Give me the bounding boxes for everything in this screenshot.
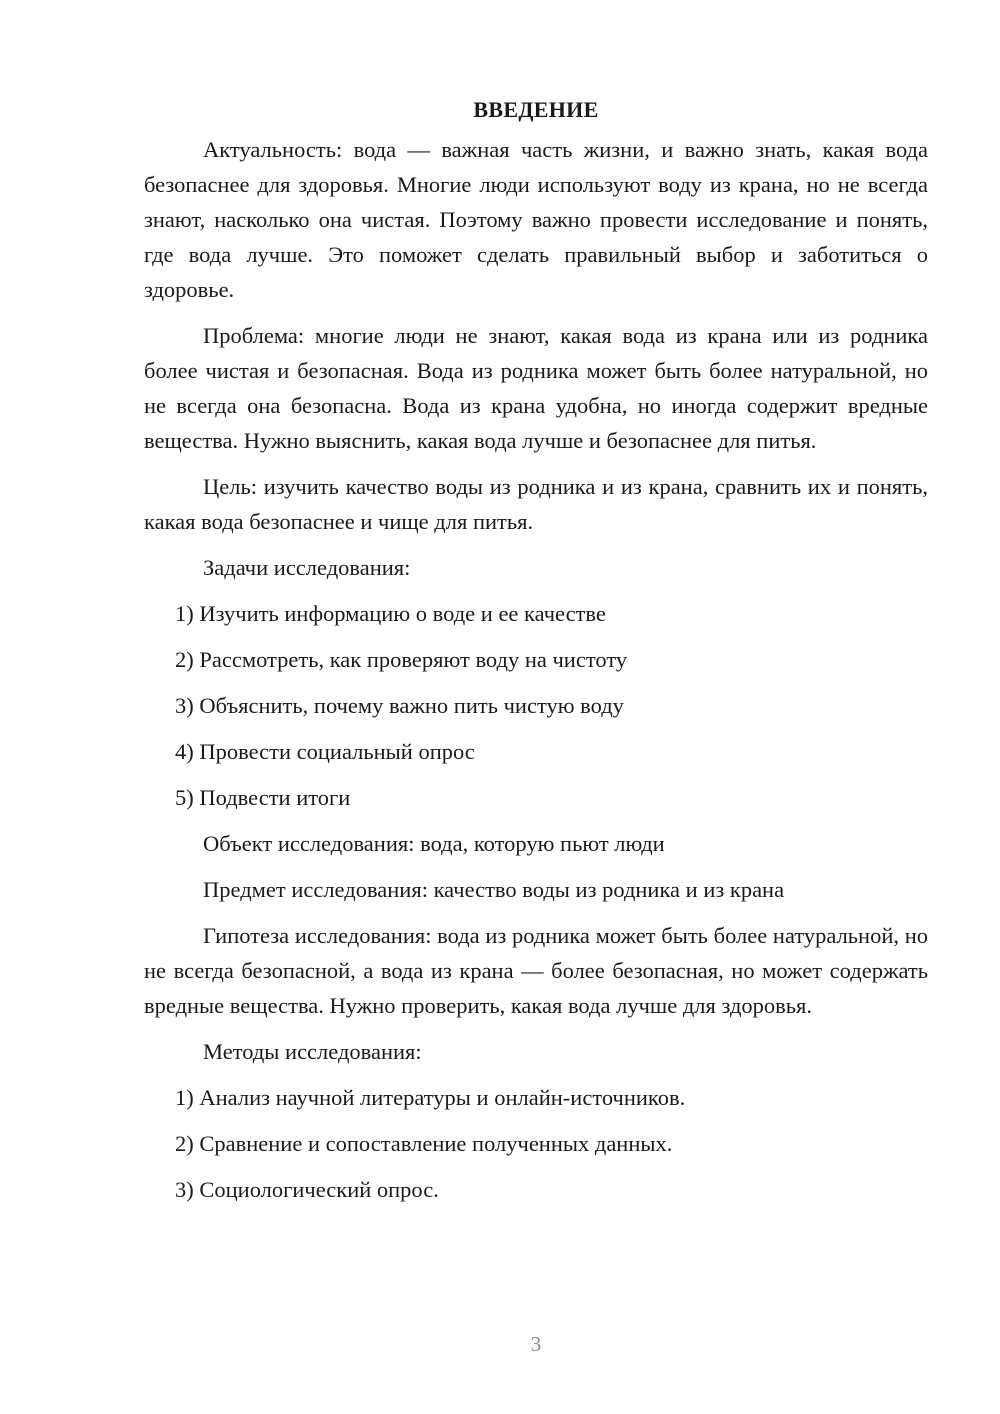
relevance-paragraph: Актуальность: вода — важная часть жизни, и важно знать, какая вода безопаснее для здоровья. Многие люди используют воду из крана, но не всегда знают, насколько она чистая. Поэтому важно провести исследование и понять, где вода лучше. Это поможет сделать правильный выбор и заботиться о здоровье.	[144, 137, 928, 302]
list-item: 1) Анализ научной литературы и онлайн-источников.	[175, 1085, 686, 1110]
list-item: 3) Социологический опрос.	[175, 1177, 439, 1202]
methods-title: Методы исследования:	[203, 1039, 422, 1064]
list-item: 3) Объяснить, почему важно пить чистую воду	[175, 693, 624, 718]
list-item: 2) Сравнение и сопоставление полученных данных.	[175, 1131, 673, 1156]
page-content	[144, 95, 928, 1218]
list-item: 4) Провести социальный опрос	[175, 739, 475, 764]
tasks-list	[144, 596, 928, 815]
section-heading: ВВЕДЕНИЕ	[473, 97, 599, 122]
hypothesis-paragraph: Гипотеза исследования: вода из родника может быть более натуральной, но не всегда безопасной, а вода из крана — более безопасная, но может содержать вредные вещества. Нужно проверить, какая вода лучше для здоровья.	[144, 923, 928, 1018]
goal-paragraph: Цель: изучить качество воды из родника и из крана, сравнить их и понять, какая вода безопаснее и чище для питья.	[144, 474, 928, 534]
problem-paragraph: Проблема: многие люди не знают, какая вода из крана или из родника более чистая и безопасная. Вода из родника может быть более натуральной, но не всегда она безопасна. Вода из крана удобна, но иногда содержит вредные вещества. Нужно выяснить, какая вода лучше и безопаснее для питья.	[144, 323, 928, 453]
list-item: 5) Подвести итоги	[175, 785, 351, 810]
methods-list	[144, 1080, 928, 1207]
object-line: Объект исследования: вода, которую пьют люди	[203, 831, 665, 856]
list-item: 2) Рассмотреть, как проверяют воду на чистоту	[175, 647, 628, 672]
tasks-title: Задачи исследования:	[203, 555, 411, 580]
page-number: 3	[530, 1332, 542, 1356]
list-item: 1) Изучить информацию о воде и ее качестве	[175, 601, 606, 626]
subject-line: Предмет исследования: качество воды из родника и из крана	[203, 877, 785, 902]
